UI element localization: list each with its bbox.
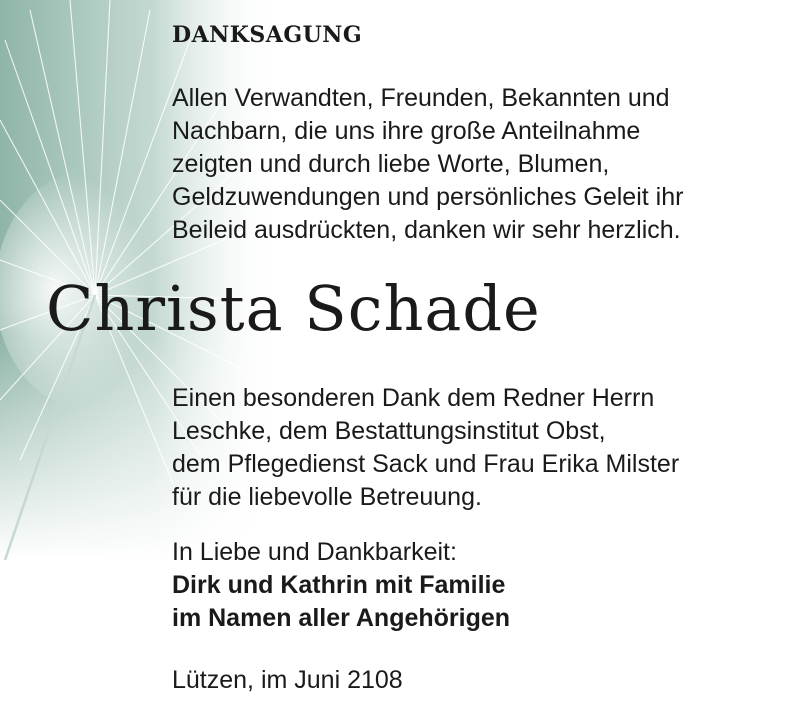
thanks-line: Leschke, dem Bestattungsinstitut Obst,: [172, 417, 606, 445]
thanks-line: Einen besonderen Dank dem Redner Herrn: [172, 384, 655, 412]
place-date: [172, 664, 403, 697]
intro-line: Nachbarn, die uns ihre große Anteilnahme: [172, 117, 641, 145]
closing-line: In Liebe und Dankbarkeit:: [172, 538, 457, 566]
intro-line: zeigten und durch liebe Worte, Blumen,: [172, 150, 610, 178]
signatory-line: im Namen aller Angehörigen: [172, 604, 511, 632]
deceased-name: Christa Schade: [46, 272, 541, 345]
intro-line: Allen Verwandten, Freunden, Bekannten und: [172, 84, 670, 112]
special-thanks-paragraph: [172, 382, 679, 514]
notice-heading: DANKSAGUNG: [172, 22, 363, 48]
thanks-line: für die liebevolle Betreuung.: [172, 483, 482, 511]
intro-line: Geldzuwendungen und persönliches Geleit ihr: [172, 183, 684, 211]
signatory-line: Dirk und Kathrin mit Familie: [172, 571, 506, 599]
intro-paragraph: [172, 82, 683, 247]
thanks-line: dem Pflegedienst Sack und Frau Erika Milster: [172, 450, 680, 478]
place-date-line: Lützen, im Juni 2108: [172, 666, 403, 694]
intro-line: Beileid ausdrückten, danken wir sehr herzlich.: [172, 216, 681, 244]
closing-block: [172, 536, 510, 635]
